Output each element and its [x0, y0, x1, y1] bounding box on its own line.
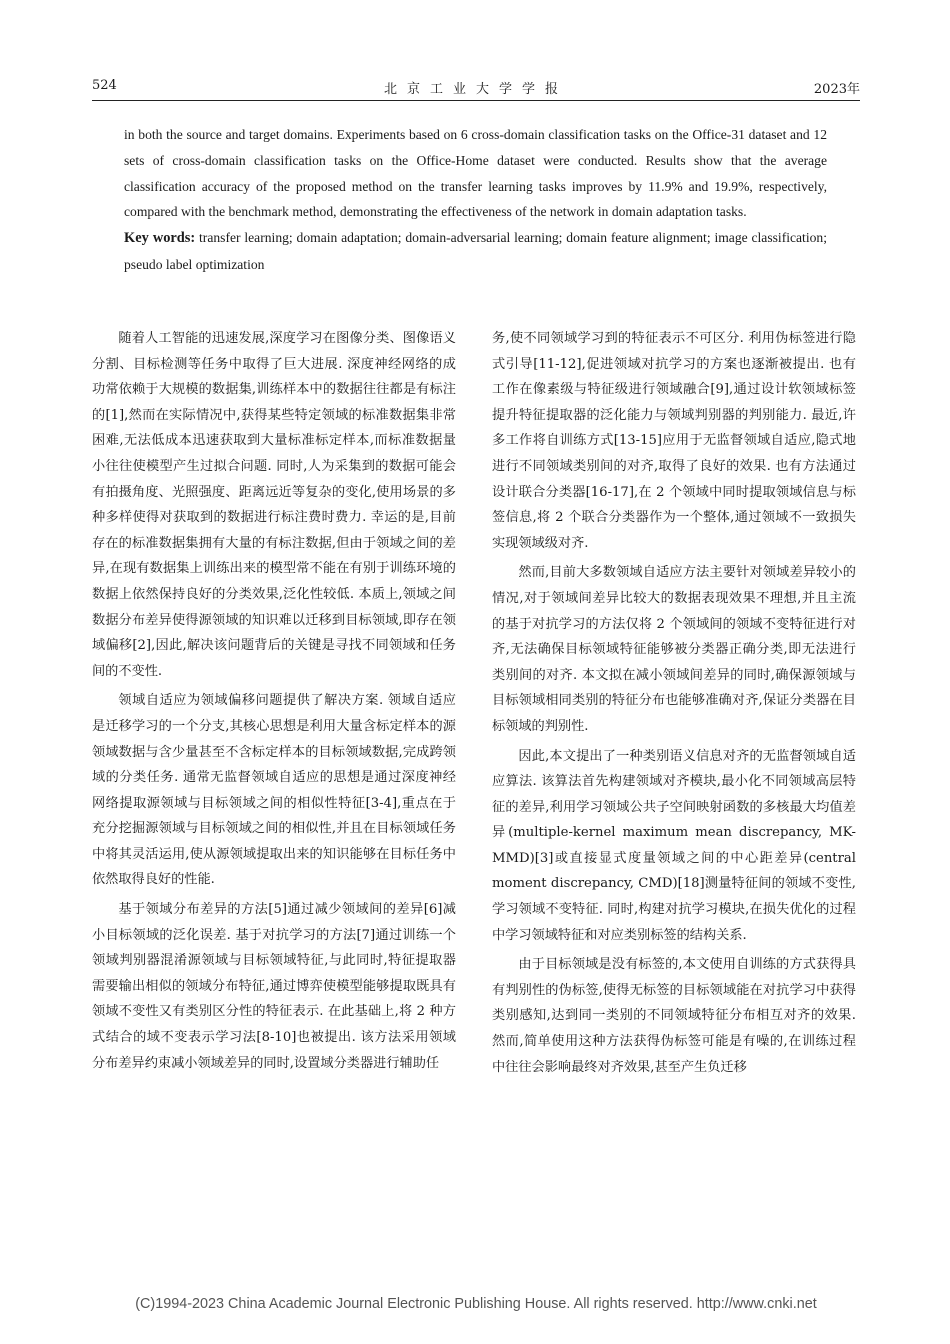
- page-number: 524: [92, 78, 117, 93]
- paragraph: 领域自适应为领域偏移问题提供了解决方案. 领域自适应是迁移学习的一个分支,其核心思想是利用大量含标定样本的源领域数据与含少量甚至不含标定样本的目标领域数据,完成跨领域的分类任务. 通常无监督领域自适应的思想是通过深度神经网络提取源领域与目标领域之间的相似性特征[3-4],重点在于充分挖掘源领域与目标领域之间的相似性,并且在目标领域任务中将其灵活运用,使从源领域提取出来的知识能够在目标任务中依然取得良好的性能.: [92, 693, 456, 888]
- header-rule: [92, 100, 860, 101]
- publication-year: 2023年: [813, 82, 860, 97]
- journal-title: 北京工业大学学报: [383, 82, 568, 97]
- right-column: [492, 326, 856, 1080]
- copyright-footer: (C)1994-2023 China Academic Journal Electronic Publishing House. All rights reserved. http://www.cnki.net: [135, 1296, 817, 1312]
- keywords-label: Key words:: [124, 230, 196, 247]
- english-abstract: [124, 122, 827, 278]
- paragraph: 然而,目前大多数领域自适应方法主要针对领域差异较小的情况,对于领域间差异比较大的数据表现效果不理想,并且主流的基于对抗学习的方法仅将 2 个领域间的领域不变特征进行对齐,无法确保目标领域特征能够被分类器正确分类,即无法进行类别间的对齐. 本文拟在减小领域间差异的同时,确保源领域与目标领域相同类别的特征分布也能够准确对齐,保证分类器在目标领域的判别性.: [492, 565, 856, 734]
- keywords: [124, 225, 827, 278]
- left-column: [92, 326, 456, 1076]
- paragraph: 随着人工智能的迅速发展,深度学习在图像分类、图像语义分割、目标检测等任务中取得了巨大进展. 深度神经网络的成功常依赖于大规模的数据集,训练样本中的数据往往都是有标注的[1],然而在实际情况中,获得某些特定领域的标准数据集非常困难,无法低成本迅速获取到大量标准标定样本,而标准数据量小往往使模型产生过拟合问题. 同时,人为采集到的数据可能会有拍摄角度、光照强度、距离远近等复杂的变化,使用场景的多种多样使得对获取到的数据进行标注费时费力. 幸运的是,目前存在的标准数据集拥有大量的有标注数据,但由于领域之间的差异,在现有数据集上训练出来的模型常不能在有别于训练环境的数据上依然保持良好的分类效果,泛化性较低. 本质上,领域之间数据分布差异使得源领域的知识难以迁移到目标领域,即存在领域偏移[2],因此,解决该问题背后的关键是寻找不同领域和任务间的不变性.: [92, 331, 456, 679]
- paragraph: 因此,本文提出了一种类别语义信息对齐的无监督领域自适应算法. 该算法首先构建领域对齐模块,最小化不同领域高层特征的差异,利用学习领域公共子空间映射函数的多核最大均值差异(multiple-kernel maximum mean discrepancy, MK-MMD)[3]或直接显式度量领域之间的中心距差异(central moment discrepancy, CMD)[18]测量特征间的领域不变性,学习领域不变特征. 同时,构建对抗学习模块,在损失优化的过程中学习领域特征和对应类别标签的结构关系.: [492, 748, 856, 943]
- running-header: [92, 78, 860, 100]
- paragraph: 由于目标领域是没有标签的,本文使用自训练的方式获得具有判别性的伪标签,使得无标签的目标领域能在对抗学习中获得类别感知,达到同一类别的不同领域特征分布相互对齐的效果. 然而,简单使用这种方法获得伪标签可能是有噪的,在训练过程中往往会影响最终对齐效果,甚至产生负迁移: [492, 957, 856, 1075]
- paragraph: 基于领域分布差异的方法[5]通过减少领域间的差异[6]减小目标领域的泛化误差. 基于对抗学习的方法[7]通过训练一个领域判别器混淆源领域与目标领域特征,与此同时,特征提取器需要输出相似的领域分布特征,通过博弈使模型能够提取既具有领域不变性又有类别区分性的特征表示. 在此基础上,将 2 种方式结合的域不变表示学习法[8-10]也被提出. 该方法采用领域分布差异约束减小领域差异的同时,设置域分类器进行辅助任: [92, 902, 456, 1071]
- keywords-list: transfer learning; domain adaptation; domain-adversarial learning; domain feature alignment; image classification; pseudo label optimization: [124, 230, 827, 272]
- abstract-text: in both the source and target domains. Experiments based on 6 cross-domain classification tasks on the Office-31 dataset and 12 sets of cross-domain classification tasks on the Office-Home dataset were conducted. Results show that the average classification accuracy of the proposed method on the transfer learning tasks improves by 11.9% and 19.9%, respectively, compared with the benchmark method, demonstrating the effectiveness of the network in domain adaptation tasks.: [124, 127, 827, 220]
- paragraph: 务,使不同领域学习到的特征表示不可区分. 利用伪标签进行隐式引导[11-12],促进领域对抗学习的方案也逐渐被提出. 也有工作在像素级与特征级进行领域融合[9],通过设计软领域标签提升特征提取器的泛化能力与领域判别器的判别能力. 最近,许多工作将自训练方式[13-15]应用于无监督领域自适应,隐式地进行不同领域类别间的对齐,取得了良好的效果. 也有方法通过设计联合分类器[16-17],在 2 个领域中同时提取领域信息与标签信息,将 2 个联合分类器作为一个整体,通过领域不一致损失实现领域级对齐.: [492, 331, 856, 551]
